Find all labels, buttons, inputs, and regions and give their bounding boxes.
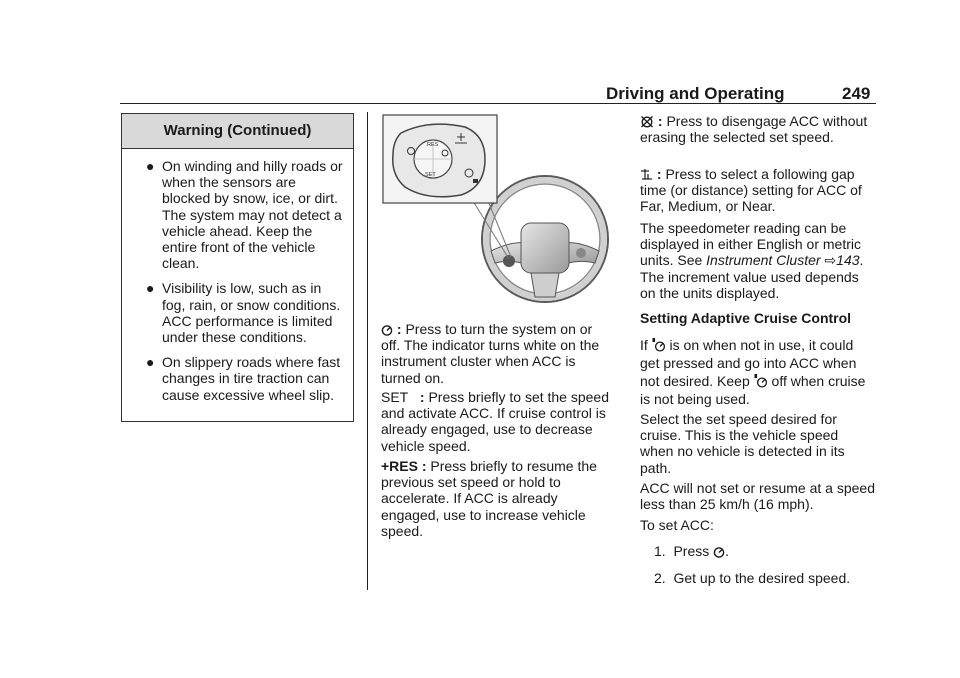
warning-item: ● On slippery roads where fast changes in tire traction can cause excessive wheel slip. bbox=[146, 354, 341, 403]
warning-item: ● On winding and hilly roads or when the sensors are blocked by snow, ice, or dirt. The system may not detect a vehicle ahead. Keep the entire front of the vehicle clean. bbox=[146, 158, 343, 272]
page-ref[interactable]: 143 bbox=[836, 252, 860, 269]
to-set-heading: To set ACC: bbox=[640, 517, 714, 533]
section-heading: Setting Adaptive Cruise Control bbox=[640, 310, 852, 326]
header-rule bbox=[120, 103, 876, 104]
warning-list bbox=[122, 149, 353, 403]
set-paragraph: SET : Press briefly to set the speed and activate ACC. If cruise control is already engaged, use to decrease vehicle speed. bbox=[381, 389, 610, 454]
select-paragraph: Select the set speed desired for cruise. This is the vehicle speed when no vehicle is detected in its path. bbox=[640, 411, 845, 476]
instrument-cluster-link[interactable]: Instrument Cluster bbox=[706, 252, 821, 269]
steering-wheel-illustration bbox=[381, 113, 613, 305]
onoff-paragraph: : Press to turn the system on or off. The indicator turns white on the instrument cluster when ACC is turned on. bbox=[381, 321, 600, 386]
gap-paragraph: : Press to select a following gap time (or distance) setting for ACC of Far, Medium, or Near. bbox=[640, 166, 862, 215]
bullet-icon: ● bbox=[146, 280, 155, 297]
cancel-paragraph: : Press to disengage ACC without erasing the selected set speed. bbox=[640, 113, 868, 146]
cruise-onoff-icon bbox=[381, 324, 393, 336]
minimum-speed-paragraph: ACC will not set or resume at a speed less than 25 km/h (16 mph). bbox=[640, 480, 875, 513]
step-1: 1. Press . bbox=[654, 543, 730, 559]
res-label: RES bbox=[427, 142, 439, 148]
speedometer-paragraph: The speedometer reading can be displayed in either English or metric units. See Instrument Cluster ⇨143. The increment value used depends on the units displayed. bbox=[640, 220, 864, 301]
header-title: Driving and Operating bbox=[606, 84, 785, 103]
warning-box bbox=[121, 113, 354, 422]
page-number: 249 bbox=[842, 84, 871, 103]
set-label: SET bbox=[425, 172, 436, 178]
cruise-onoff-icon bbox=[652, 338, 666, 352]
res-paragraph: +RES : Press briefly to resume the previous set speed or hold to accelerate. If ACC is already engaged, use to increase vehicle speed. bbox=[381, 458, 597, 539]
if-paragraph: If is on when not in use, it could get pressed and go into ACC when not desired. Keep off when cruise is not being used. bbox=[640, 337, 866, 407]
step-2: 2. Get up to the desired speed. bbox=[654, 570, 851, 586]
following-gap-icon bbox=[640, 168, 653, 181]
warning-title: Warning (Continued) bbox=[122, 114, 353, 149]
cruise-onoff-icon bbox=[713, 546, 725, 558]
cruise-cancel-icon bbox=[640, 115, 654, 128]
page-ref-arrow-icon: ⇨ bbox=[824, 252, 837, 269]
column-divider bbox=[367, 112, 368, 590]
bullet-icon: ● bbox=[146, 354, 155, 371]
bullet-icon: ● bbox=[146, 158, 155, 174]
cruise-onoff-icon bbox=[754, 374, 768, 388]
warning-item: ● Visibility is low, such as in fog, rain, or snow conditions. ACC performance is limited under these conditions. bbox=[146, 280, 341, 346]
steering-wheel-figure bbox=[381, 113, 613, 305]
